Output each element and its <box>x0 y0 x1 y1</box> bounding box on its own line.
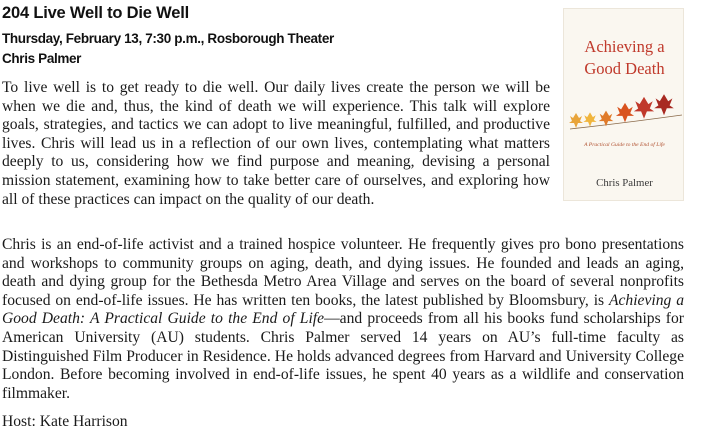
book-cover-author: Chris Palmer <box>596 177 653 189</box>
event-datetime-location: Thursday, February 13, 7:30 p.m., Rosborough Theater <box>2 31 334 46</box>
event-description: To live well is to get ready to die well. Our daily lives create the person we will be when we die and, thus, the kind of death we will experience. This talk will explore goals, strategies, and tactics we can adopt to live meaningful, fulfilled, and productive lives. Chris will lead us in a reflection of our own lives, contemplating what matters deeply to us, considering how we find purpose and meaning, devising a personal mission statement, examining how to take better care of ourselves, and exploring how all of these practices can impact on the quality of our death. <box>2 79 550 208</box>
book-cover-title-line2: Good Death <box>584 59 665 78</box>
leaf-icon <box>569 113 583 128</box>
book-cover-title-line1: Achieving a <box>584 37 665 56</box>
leaf-icon <box>583 112 596 126</box>
book-cover-subtitle: A Practical Guide to the End of Life <box>584 142 665 148</box>
event-host: Host: Kate Harrison <box>2 413 128 430</box>
event-title: 204 Live Well to Die Well <box>2 4 189 22</box>
autumn-leaves-illustration <box>564 87 685 139</box>
speaker-bio-text-continued: —and proceeds from all his books fund scholarships for American University (AU) students. Chris Palmer served 14 years on AU’s full-time faculty as Distinguished Film Producer in Residence. He holds advanced degrees from Harvard and University College London. Before becoming involved in end-of-life issues, he spent 40 years as a wildlife and conservation filmmaker. <box>2 310 684 402</box>
speaker-bio <box>2 236 684 406</box>
leaf-icon <box>616 103 634 123</box>
book-cover-image <box>563 8 684 201</box>
leaf-icon <box>654 94 674 115</box>
leaf-icon <box>634 97 654 119</box>
book-cover-title <box>564 36 685 80</box>
speaker-bio-text: Chris is an end-of-life activist and a trained hospice volunteer. He frequently gives pro bono presentations and workshops to community groups on aging, death, and dying issues. He founded and leads an aging, death and dying group for the Bethesda Metro Area Village and serves on the board of several nonprofits focused on end-of-life issues. He has written ten books, the latest published by Bloomsbury, is <box>2 236 684 309</box>
event-speaker: Chris Palmer <box>2 51 82 66</box>
book-title-italic: Achieving a Good Death: A Practical Guide to the End of Life <box>2 291 684 328</box>
